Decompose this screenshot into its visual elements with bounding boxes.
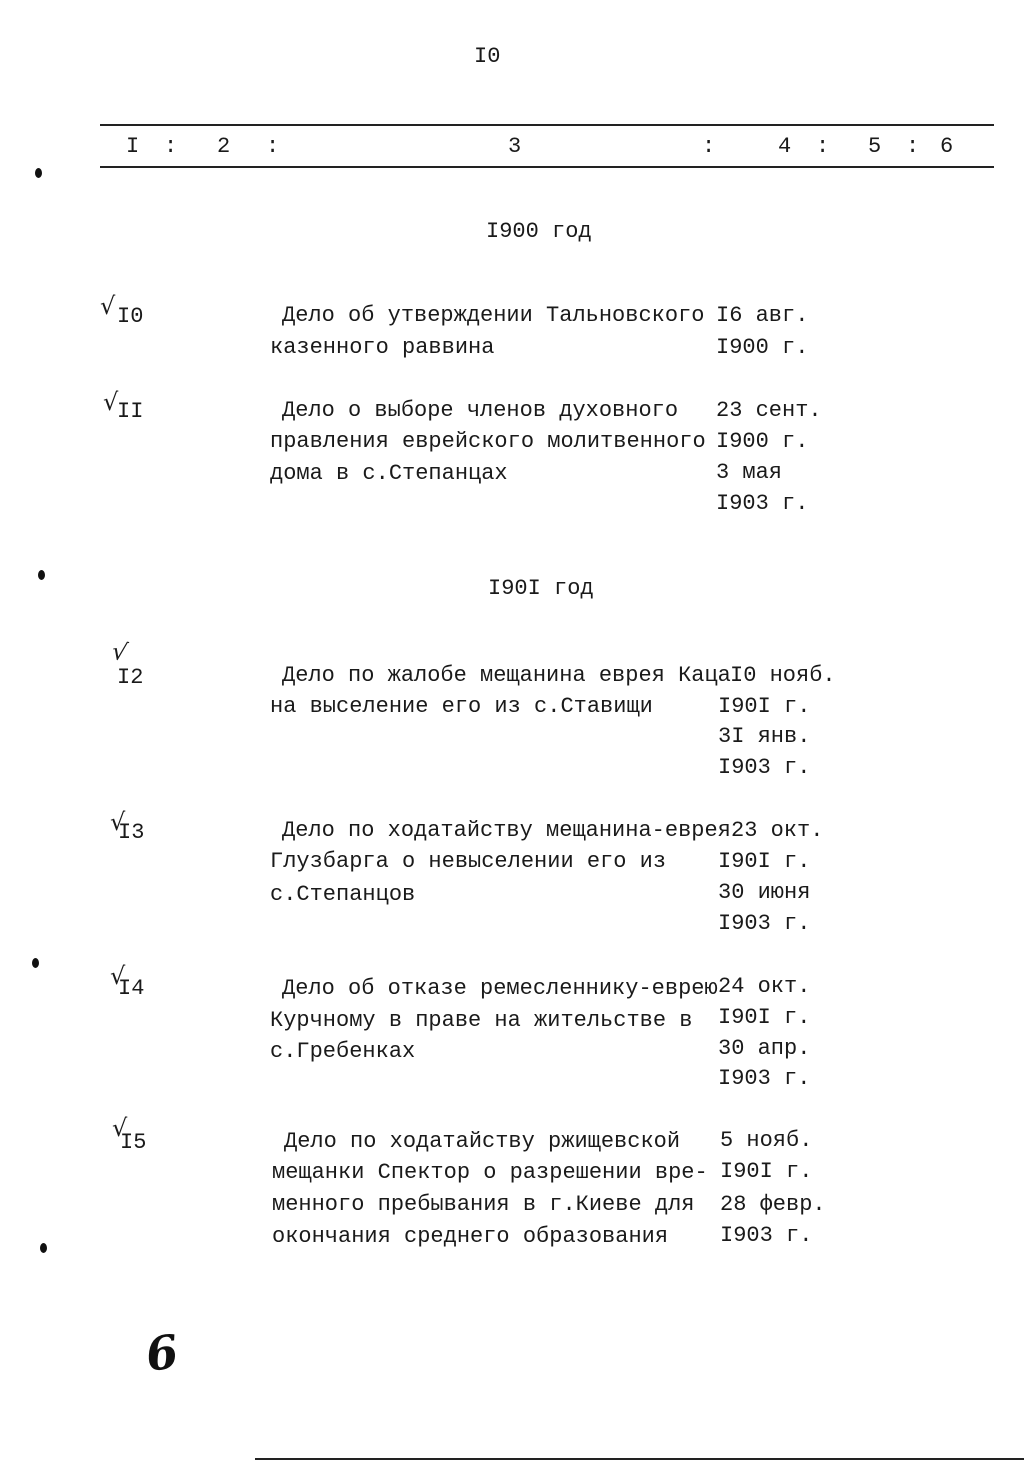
entry-date-line: I90I г. xyxy=(718,849,811,874)
entry-date-line: 23 сент. xyxy=(716,398,822,423)
check-mark-icon: √ xyxy=(100,292,116,320)
entry-date-line: I6 авг. xyxy=(716,303,809,328)
binding-hole-mark xyxy=(38,570,45,580)
handwritten-sheet-number: 6 xyxy=(142,1324,182,1382)
entry-desc-line: менного пребывания в г.Киеве для xyxy=(272,1192,695,1217)
entry-date-line: I90I г. xyxy=(720,1159,813,1184)
entry-date-line: 5 нояб. xyxy=(720,1128,813,1153)
binding-hole-mark xyxy=(35,168,42,178)
entry-desc-line: Дело о выборе членов духовного xyxy=(282,398,679,423)
col-sep: : xyxy=(164,134,178,159)
entry-desc-line: Курчному в праве на жительстве в xyxy=(270,1008,693,1033)
entry-date-line: I900 г. xyxy=(716,429,809,454)
entry-desc-line: Дело по ходатайству ржищевской xyxy=(284,1129,681,1154)
year-heading: I90I год xyxy=(488,576,594,601)
col-6: 6 xyxy=(940,134,954,159)
entry-date-line: I903 г. xyxy=(720,1223,813,1248)
entry-date-line: 30 июня xyxy=(718,880,811,905)
col-1: I xyxy=(126,134,140,159)
page-number: I0 xyxy=(474,44,501,69)
col-sep: : xyxy=(906,134,920,159)
entry-date-line: 3I янв. xyxy=(718,724,811,749)
entry-desc-line: Дело по жалобе мещанина еврея Каца xyxy=(282,663,731,688)
entry-date-line: 23 окт. xyxy=(731,818,824,843)
entry-number: I2 xyxy=(117,665,144,690)
col-sep: : xyxy=(816,134,830,159)
entry-desc-line: дома в с.Степанцах xyxy=(270,461,508,486)
col-3: 3 xyxy=(508,134,522,159)
entry-desc-line: Дело по ходатайству мещанина-еврея xyxy=(282,818,731,843)
entry-number: I0 xyxy=(117,304,144,329)
entry-date-line: 30 апр. xyxy=(718,1036,811,1061)
binding-hole-mark xyxy=(40,1243,47,1253)
entry-date-line: 3 мая xyxy=(716,460,783,485)
entry-desc-line: Глузбарга о невыселении его из xyxy=(270,849,667,874)
entry-number: I5 xyxy=(120,1130,147,1155)
year-heading: I900 год xyxy=(486,219,592,244)
entry-number: II xyxy=(117,399,144,424)
binding-hole-mark xyxy=(32,958,39,968)
col-sep: : xyxy=(266,134,280,159)
bottom-rule xyxy=(255,1458,1024,1460)
entry-date-line: 28 февр. xyxy=(720,1192,826,1217)
col-5: 5 xyxy=(868,134,882,159)
header-top-rule xyxy=(100,124,994,126)
entry-date-line: I903 г. xyxy=(716,491,809,516)
entry-desc-line: Дело об утверждении Тальновского xyxy=(282,303,705,328)
entry-date-line: I903 г. xyxy=(718,1066,811,1091)
entry-date-line: 24 окт. xyxy=(718,974,811,999)
entry-number: I3 xyxy=(118,820,145,845)
entry-date-line: I90I г. xyxy=(718,1005,811,1030)
col-4: 4 xyxy=(778,134,792,159)
entry-desc-line: окончания среднего образования xyxy=(272,1224,669,1249)
entry-desc-line: с.Гребенках xyxy=(270,1039,416,1064)
check-mark-icon: √ xyxy=(110,962,126,990)
entry-date-line: I900 г. xyxy=(716,335,809,360)
check-mark-icon: √ xyxy=(110,808,126,836)
entry-number: I4 xyxy=(118,976,145,1001)
entry-desc-line: на выселение его из с.Ставищи xyxy=(270,694,653,719)
col-sep: : xyxy=(702,134,716,159)
check-mark-icon: √ xyxy=(112,1114,128,1142)
entry-desc-line: казенного раввина xyxy=(270,335,495,360)
entry-desc-line: правления еврейского молитвенного xyxy=(270,429,706,454)
check-mark-icon: √ xyxy=(103,388,119,416)
entry-date-line: I90I г. xyxy=(718,694,811,719)
entry-desc-line: Дело об отказе ремесленнику-еврею xyxy=(282,976,718,1001)
entry-desc-line: с.Степанцов xyxy=(270,882,416,907)
header-bottom-rule xyxy=(100,166,994,168)
check-mark-icon: √ xyxy=(109,636,130,668)
entry-date-line: I0 нояб. xyxy=(730,663,836,688)
entry-desc-line: мещанки Спектор о разрешении вре- xyxy=(272,1160,708,1185)
entry-date-line: I903 г. xyxy=(718,755,811,780)
entry-date-line: I903 г. xyxy=(718,911,811,936)
col-2: 2 xyxy=(217,134,231,159)
